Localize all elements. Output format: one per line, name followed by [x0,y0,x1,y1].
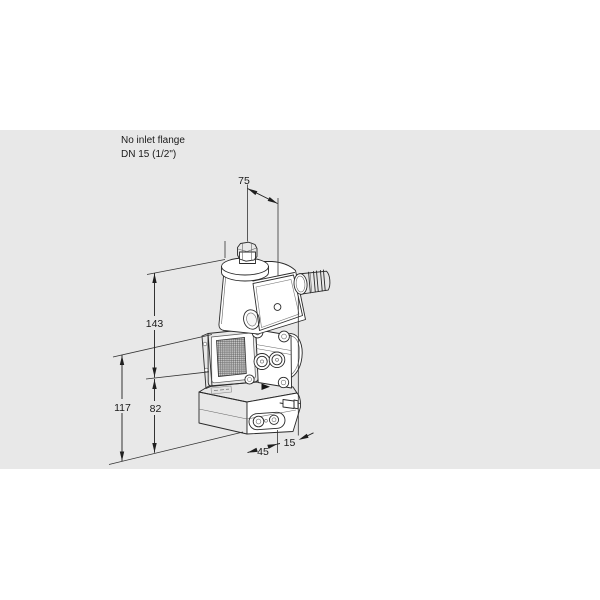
side-knob [293,269,331,294]
dimension-label-143: 143 [145,318,164,330]
breather-mesh [217,338,247,377]
dimension-label-45: 45 [257,446,269,458]
dimension-label-117: 117 [114,402,131,414]
note-line-2: DN 15 (1/2") [121,149,177,160]
dimension-label-75: 75 [238,175,250,187]
nameplate-strip [211,386,232,394]
valve-mid-body [202,327,305,390]
spring-dome-and-cap [222,242,269,281]
dimension-label-15: 15 [283,437,296,449]
note-line-1: No inlet flange [121,135,185,146]
valve-bottom-housing [199,382,301,434]
valve-illustration [199,242,331,434]
dimension-label-82: 82 [149,403,162,415]
